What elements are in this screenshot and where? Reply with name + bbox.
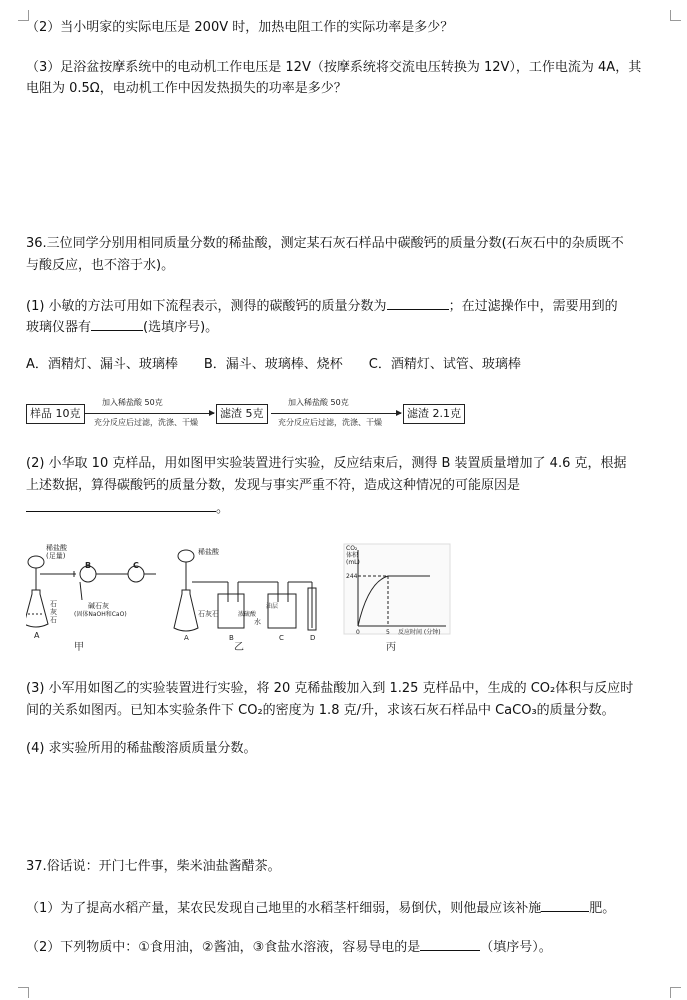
q37-part2-text-b: （填序号）。 xyxy=(480,940,552,955)
figure-bing xyxy=(344,544,450,634)
answer-blank-fertilizer[interactable] xyxy=(541,899,589,912)
jia-label-A: A xyxy=(34,631,40,640)
yi-water-label: 水 xyxy=(254,618,261,626)
flow-box-sample: 样品 10克 xyxy=(26,404,85,424)
q36-stem-line1: 36.三位同学分别用相同质量分数的稀盐酸，测定某石灰石样品中碳酸钙的质量分数(石灰石中的杂质既不 xyxy=(26,236,624,251)
jia-stone-label-3: 石 xyxy=(50,616,57,624)
jia-acid-label: 稀盐酸 xyxy=(46,544,67,552)
crop-mark-bottom-right xyxy=(670,987,681,998)
q36-part2-line3 xyxy=(26,499,229,517)
flow-arrow1-bottom-text: 充分反应后过滤，洗涤、干燥 xyxy=(94,418,198,427)
flow-box-residue2: 滤渣 2.1克 xyxy=(403,404,465,424)
jia-label-C: C xyxy=(133,561,139,570)
q36-part1-line1 xyxy=(26,297,618,315)
jia-acid-note: (足量) xyxy=(46,552,66,560)
bing-xlabel: 反应时间 (分钟) xyxy=(398,629,441,636)
q37-part1 xyxy=(26,899,615,917)
flow-box-residue1: 滤渣 5克 xyxy=(216,404,268,424)
answer-blank-instruments[interactable] xyxy=(91,318,143,331)
yi-label-D: D xyxy=(310,634,316,642)
q37-part1-text-b: 肥。 xyxy=(589,901,616,916)
bing-xtick-5: 5 xyxy=(386,629,390,636)
flow-arrow-2 xyxy=(271,413,401,414)
caption-yi: 乙 xyxy=(234,642,244,653)
yi-label-C: C xyxy=(279,634,284,642)
q36-options: A．酒精灯、漏斗、玻璃棒 B．漏斗、玻璃棒、烧杯 C．酒精灯、试管、玻璃棒 xyxy=(26,357,521,372)
jia-stone-label-1: 石 xyxy=(50,600,57,608)
answer-blank-reason[interactable] xyxy=(26,499,216,512)
answer-blank-percentage[interactable] xyxy=(387,297,449,310)
q36-part1-text-b: ；在过滤操作中，需要用到的 xyxy=(448,299,618,314)
q36-stem-line2: 与酸反应，也不溶于水)。 xyxy=(26,258,175,273)
bing-ylabel-1: CO₂ xyxy=(346,545,358,552)
bing-ylabel-3: (mL) xyxy=(346,559,360,566)
q36-part1-text-a: (1) 小敏的方法可用如下流程表示，测得的碳酸钙的质量分数为 xyxy=(26,299,387,314)
q35-part3-line1: （3）足浴盆按摩系统中的电动机工作电压是 12V（按摩系统将交流电压转换为 12V），工作电流为 4A，其 xyxy=(26,60,642,75)
q36-part3-line2: 间的关系如图丙。已知本实验条件下 CO₂的密度为 1.8 克/升，求该石灰石样品中 CaCO₃的质量分数。 xyxy=(26,703,615,718)
yi-sulfuric-label: 浓硫酸 xyxy=(238,611,257,618)
q37-stem: 37.俗话说：开门七件事，柴米油盐酱醋茶。 xyxy=(26,859,281,874)
apparatus-figures xyxy=(26,542,456,654)
caption-jia: 甲 xyxy=(74,642,84,653)
yi-stone-label: 石灰石 xyxy=(198,610,219,618)
jia-stone-label-2: 灰 xyxy=(50,608,57,616)
figure-yi xyxy=(174,550,316,631)
flow-arrow2-top-text: 加入稀盐酸 50克 xyxy=(288,398,349,407)
bing-ytick: 244 xyxy=(346,573,358,580)
q35-part2: （2）当小明家的实际电压是 200V 时，加热电阻工作的实际功率是多少？ xyxy=(26,20,454,35)
answer-blank-conductive[interactable] xyxy=(420,938,480,951)
bing-ylabel-2: 体积 xyxy=(346,552,359,559)
q35-part3-line2: 电阻为 0.5Ω，电动机工作中因发热损失的功率是多少？ xyxy=(26,81,347,96)
q36-part3-line1: (3) 小军用如图乙的实验装置进行实验，将 20 克稀盐酸加入到 1.25 克样品中，生成的 CO₂体积与反应时 xyxy=(26,681,634,696)
q36-part1-text-c: 玻璃仪器有 xyxy=(26,320,92,335)
jia-label-B: B xyxy=(85,561,92,570)
q36-part4: (4) 求实验所用的稀盐酸溶质质量分数。 xyxy=(26,741,257,756)
yi-oil-label: 油层 xyxy=(266,603,279,610)
flow-arrow2-bottom-text: 充分反应后过滤，洗涤、干燥 xyxy=(278,418,382,427)
q36-part1-line2 xyxy=(26,318,218,336)
yi-acid-label: 稀盐酸 xyxy=(198,548,219,556)
q36-part2-line1: (2) 小华取 10 克样品，用如图甲实验装置进行实验，反应结束后，测得 B 装置质量增加了 4.6 克，根据 xyxy=(26,456,627,471)
q37-part1-text-a: （1）为了提高水稻产量，某农民发现自己地里的水稻茎杆细弱，易倒伏，则他最应该补施 xyxy=(26,901,542,916)
crop-mark-top-right xyxy=(670,10,681,21)
flow-arrow1-top-text: 加入稀盐酸 50克 xyxy=(102,398,163,407)
process-flow-chart xyxy=(26,393,466,433)
q36-part1-text-d: (选填序号)。 xyxy=(143,320,219,335)
q36-part2-line2: 上述数据，算得碳酸钙的质量分数，发现与事实严重不符，造成这种情况的可能原因是 xyxy=(26,478,521,493)
yi-label-B: B xyxy=(229,634,234,642)
q37-part2-text-a: （2）下列物质中：①食用油，②酱油，③食盐水溶液，容易导电的是 xyxy=(26,940,421,955)
q37-part2 xyxy=(26,938,552,956)
jia-lime-label: 碱石灰 xyxy=(88,602,109,610)
crop-mark-bottom-left xyxy=(18,987,29,998)
yi-label-A: A xyxy=(184,634,189,642)
caption-bing: 丙 xyxy=(386,642,396,653)
flow-arrow-1 xyxy=(84,413,214,414)
jia-lime-note: (固体NaOH和CaO) xyxy=(74,611,127,618)
bing-xtick-0: 0 xyxy=(356,629,360,636)
q36-part2-end: 。 xyxy=(216,501,230,516)
